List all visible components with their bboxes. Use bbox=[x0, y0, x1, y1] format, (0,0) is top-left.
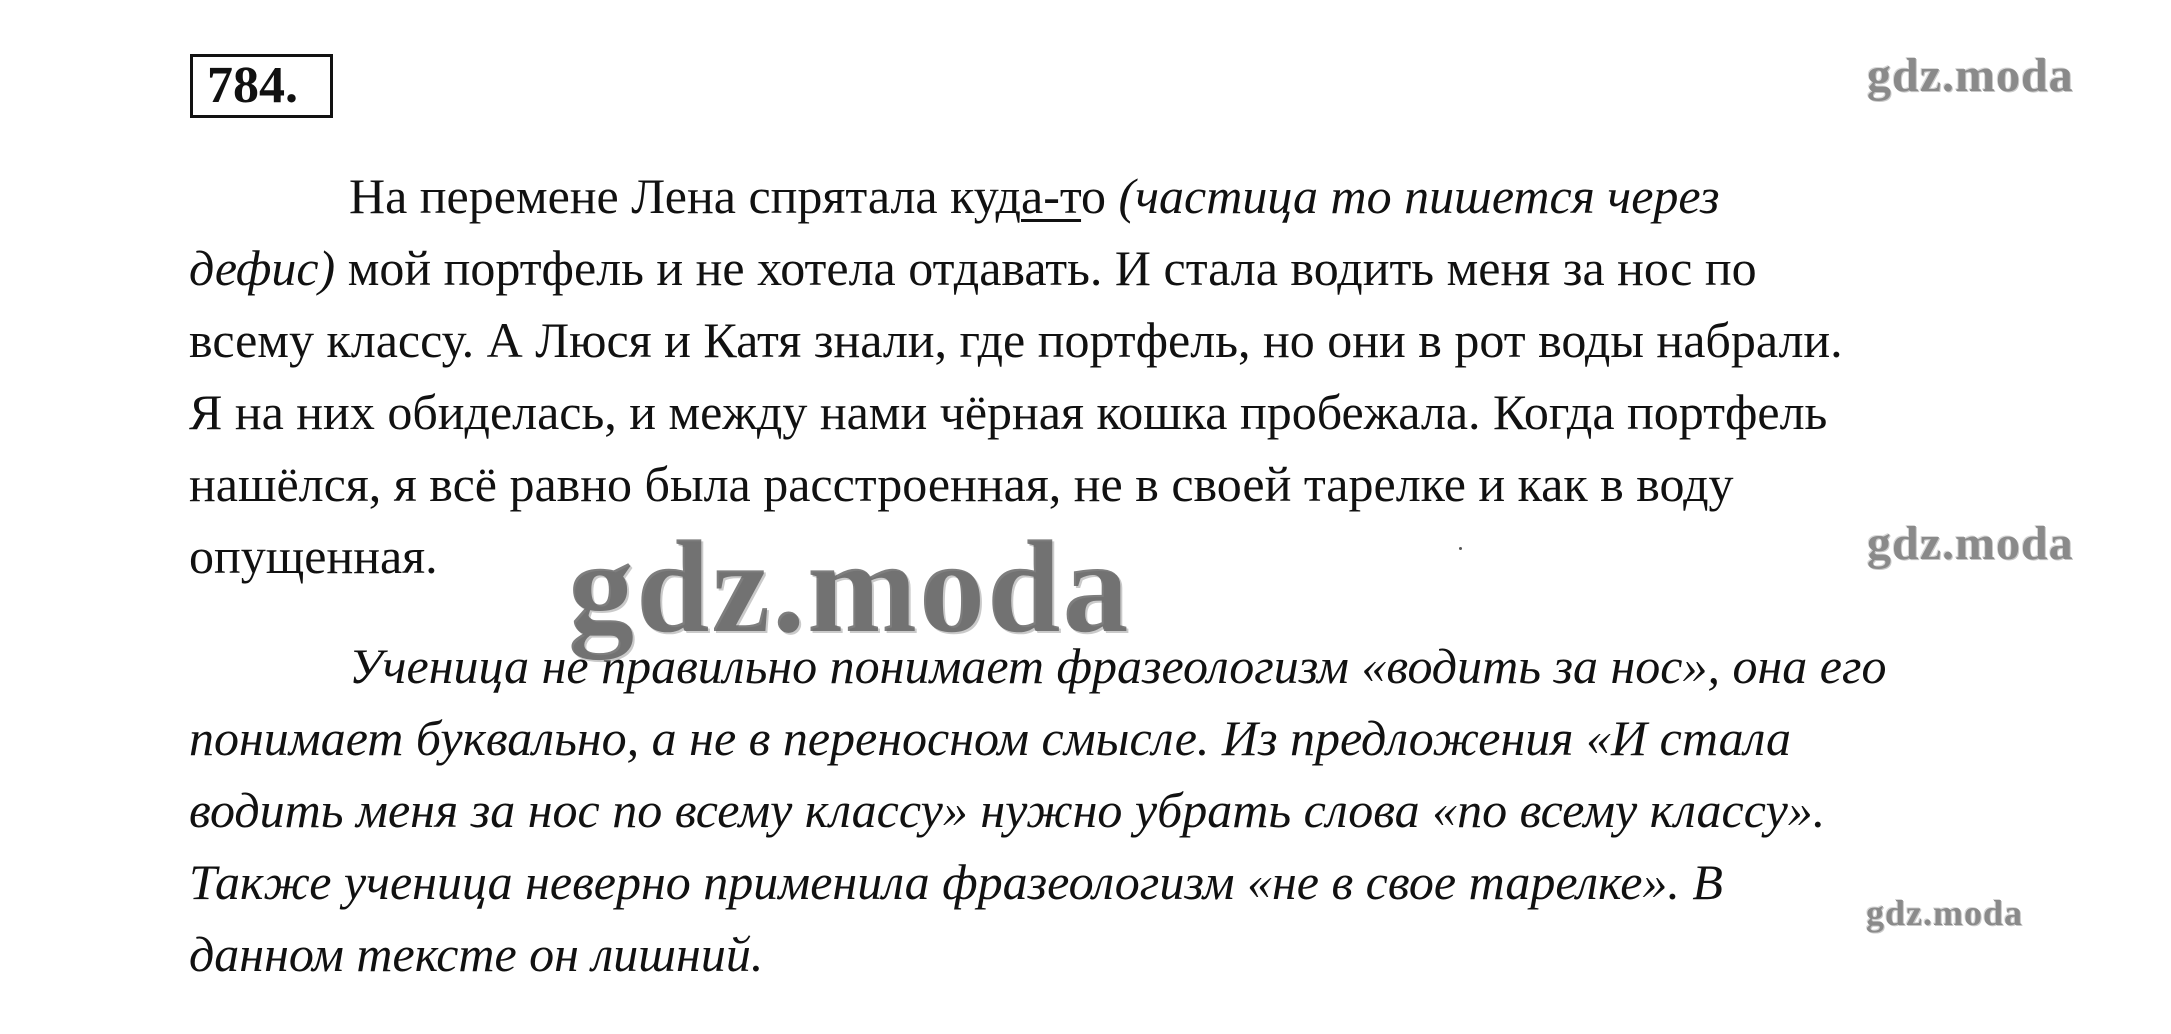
story-line-6: опущенная. bbox=[189, 528, 438, 584]
exercise-number: 784. bbox=[190, 54, 333, 118]
analysis-line-3: водить меня за нос по всему классу» нужно убрать слова «по всему классу». bbox=[189, 782, 1826, 838]
story-line-1-note: (частица то пишется через bbox=[1118, 168, 1720, 224]
analysis-paragraph bbox=[189, 630, 2149, 990]
story-line-2-note: дефис) bbox=[189, 240, 336, 296]
story-line-4: Я на них обиделась, и между нами чёрная кошка пробежала. Когда портфель bbox=[189, 384, 1828, 440]
story-line-2-rest: мой портфель и не хотела отдавать. И стала водить меня за нос по bbox=[335, 240, 1757, 296]
analysis-line-5: данном тексте он лишний. bbox=[189, 926, 764, 982]
story-line-1 bbox=[189, 160, 2149, 232]
analysis-line-2: понимает буквально, а не в переносном смысле. Из предложения «И стала bbox=[189, 710, 1791, 766]
story-underlined-hyphen: а-т bbox=[1021, 168, 1082, 224]
story-line-1-mid: о bbox=[1081, 168, 1119, 224]
story-paragraph bbox=[189, 160, 2149, 592]
analysis-line-4: Также ученица неверно применила фразеологизм «не в свое тарелке». В bbox=[189, 854, 1723, 910]
ink-speck bbox=[1459, 547, 1462, 550]
story-line-5: нашёлся, я всё равно была расстроенная, не в своей тарелке и как в воду bbox=[189, 456, 1734, 512]
watermark-bottom-right: gdz.moda bbox=[1866, 893, 2024, 933]
story-line-2 bbox=[189, 232, 2149, 304]
story-line-1-start: На перемене Лена спрятала куд bbox=[349, 168, 1021, 224]
watermark-middle-right: gdz.moda bbox=[1867, 517, 2074, 570]
watermark-center-large: gdz.moda bbox=[568, 513, 1131, 660]
watermark-top-right: gdz.moda bbox=[1867, 49, 2074, 102]
analysis-line-1: Ученица не правильно понимает фразеологизм «водить за нос», она его bbox=[349, 638, 1887, 694]
story-line-3: всему классу. А Люся и Катя знали, где портфель, но они в рот воды набрали. bbox=[189, 312, 1843, 368]
